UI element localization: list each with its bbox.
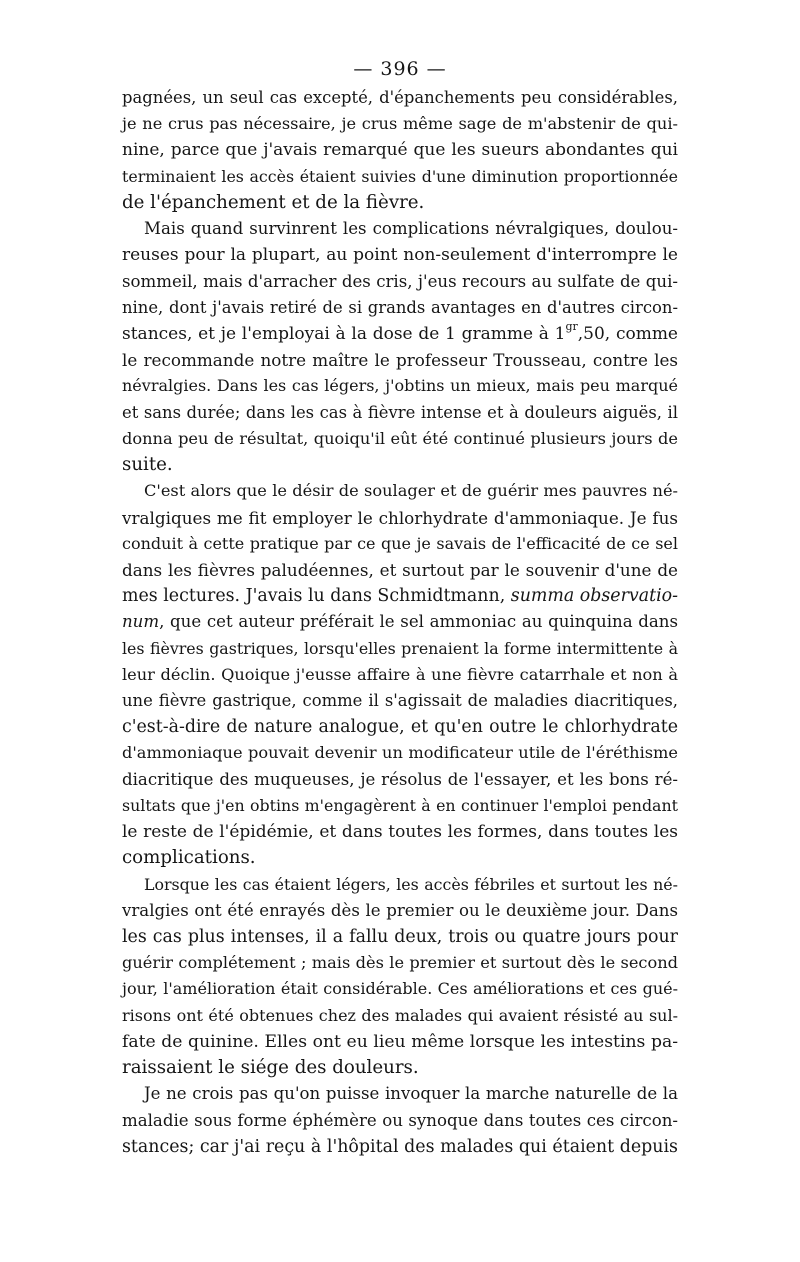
text-line: pagnées, un seul cas excepté, d'épanchements peu considérables,	[122, 88, 678, 107]
text-line: suite.	[122, 454, 173, 476]
paragraph	[122, 872, 678, 1082]
italic-title: summa observatio-	[510, 586, 678, 607]
text-line: terminaient les accès étaient suivies d'une diminution proportionnée	[122, 166, 678, 186]
text-line: guérir complétement ; mais dès le premier et surtout dès le second	[122, 953, 678, 973]
text-line: Je ne crois pas qu'on puisse invoquer la marche naturelle de la	[144, 1084, 678, 1104]
text-line: fate de quinine. Elles ont eu lieu même lorsque les intestins pa-	[122, 1031, 678, 1052]
text-line: névralgies. Dans les cas légers, j'obtins un mieux, mais peu marqué	[122, 376, 678, 396]
text-line: nine, parce que j'avais remarqué que les sueurs abondantes qui	[122, 140, 678, 161]
line-text: mes lectures. J'avais lu dans Schmidtmann,	[122, 586, 511, 607]
text-line: c'est-à-dire de nature analogue, et qu'en outre le chlorhydrate	[122, 717, 678, 738]
text-line: une fièvre gastrique, comme il s'agissait de maladies diacritiques,	[122, 691, 678, 711]
page-number: — 396 —	[353, 58, 447, 80]
text-line: de l'épanchement et de la fièvre.	[122, 191, 425, 213]
dose-text-end: ,50, comme	[577, 323, 678, 344]
text-line: stances; car j'ai reçu à l'hôpital des malades qui étaient depuis	[122, 1136, 678, 1157]
text-line: Lorsque les cas étaient légers, les accès fébriles et surtout les né-	[144, 874, 678, 894]
text-line: leur déclin. Quoique j'eusse affaire à une fièvre catarrhale et non à	[122, 664, 678, 684]
text-line: donna peu de résultat, quoiqu'il eût été continué plusieurs jours de	[122, 428, 678, 448]
paragraph	[122, 85, 678, 216]
text-line: les cas plus intenses, il a fallu deux, trois ou quatre jours pour	[122, 927, 678, 947]
line-text: , que cet auteur préférait le sel ammoniac au quinquina dans	[159, 612, 678, 632]
text-line: et sans durée; dans les cas à fièvre intense et à douleurs aiguës, il	[122, 402, 678, 422]
paragraph	[122, 478, 678, 871]
text-line: le reste de l'épidémie, et dans toutes les formes, dans toutes les	[122, 822, 678, 843]
text-line: maladie sous forme éphémère ou synoque dans toutes ces circon-	[122, 1110, 678, 1130]
paragraph	[122, 1081, 678, 1160]
text-line: le recommande notre maître le professeur Trousseau, contre les	[122, 350, 678, 371]
text-line: les fièvres gastriques, lorsqu'elles prenaient la forme intermittente à	[122, 638, 678, 658]
text-line	[122, 609, 678, 635]
paragraph	[122, 216, 678, 478]
text-line: complications.	[122, 847, 256, 869]
text-line: nine, dont j'avais retiré de si grands avantages en d'autres circon-	[122, 297, 678, 317]
text-line: raissaient le siége des douleurs.	[122, 1057, 419, 1079]
text-line: dans les fièvres paludéennes, et surtout par le souvenir d'une de	[122, 559, 678, 580]
text-line: d'ammoniaque pouvait devenir un modificateur utile de l'éréthisme	[122, 743, 678, 763]
italic-title: num	[122, 612, 160, 632]
text-line	[122, 321, 678, 347]
text-line: Mais quand survinrent les complications névralgiques, doulou-	[144, 219, 678, 239]
text-line: reuses pour la plupart, au point non-seulement d'interrompre le	[122, 245, 678, 266]
text-line: sommeil, mais d'arracher des cris, j'eus recours au sulfate de qui-	[122, 271, 678, 291]
body-text	[122, 85, 678, 1160]
text-line: conduit à cette pratique par ce que je savais de l'efficacité de ce sel	[122, 533, 678, 553]
text-line: risons ont été obtenues chez des malades qui avaient résisté au sul-	[122, 1005, 678, 1025]
text-line: jour, l'amélioration était considérable. Ces améliorations et ces gué-	[122, 979, 678, 999]
text-line	[122, 583, 678, 609]
text-line: diacritique des muqueuses, je résolus de l'essayer, et les bons ré-	[122, 769, 678, 789]
dose-text: stances, et je l'employai à la dose de 1 gramme à 1	[122, 323, 566, 344]
text-line: sultats que j'en obtins m'engagèrent à en continuer l'emploi pendant	[122, 795, 678, 815]
text-line: C'est alors que le désir de soulager et de guérir mes pauvres né-	[144, 481, 678, 501]
text-line: vralgiques me fit employer le chlorhydrate d'ammoniaque. Je fus	[122, 507, 678, 528]
gram-unit: gr	[565, 320, 578, 334]
text-line: je ne crus pas nécessaire, je crus même sage de m'abstenir de qui-	[122, 114, 678, 134]
text-line: vralgies ont été enrayés dès le premier ou le deuxième jour. Dans	[122, 900, 678, 920]
